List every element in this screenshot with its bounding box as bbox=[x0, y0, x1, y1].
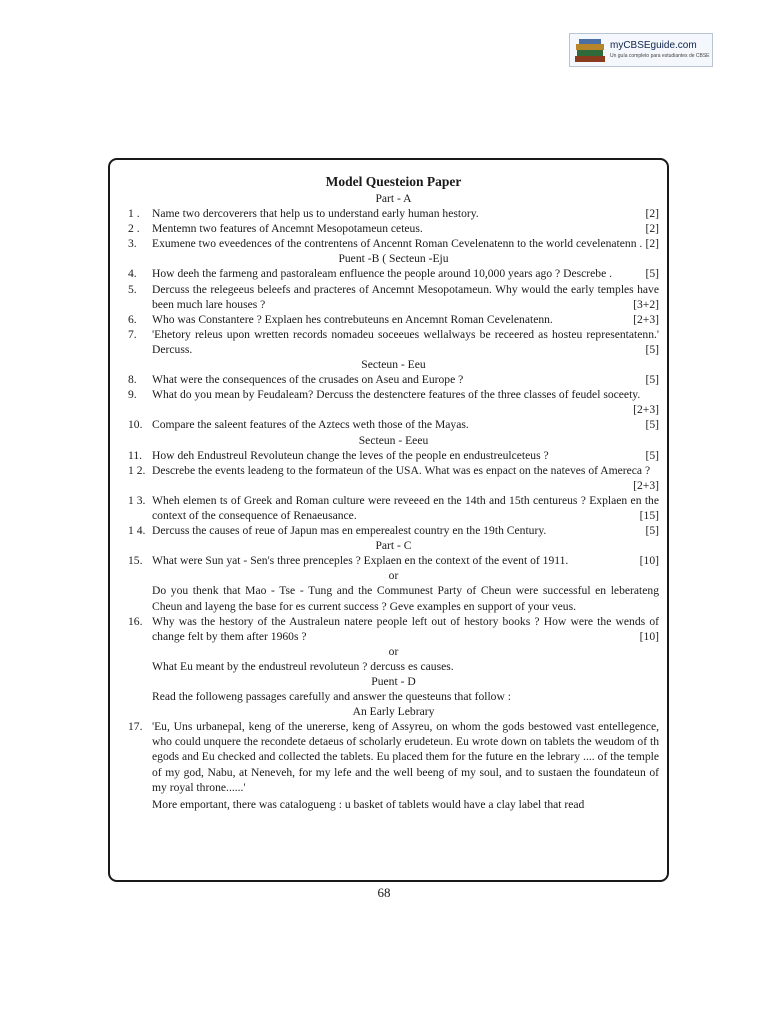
passage-title: An Early Lebrary bbox=[352, 705, 435, 719]
question-marks: [2+3] bbox=[633, 403, 659, 417]
section-heading-part-c: Part - C bbox=[375, 539, 412, 553]
question-17 bbox=[128, 719, 659, 794]
mycbseguide-logo bbox=[569, 33, 713, 67]
question-10 bbox=[128, 417, 659, 432]
question-marks: [5] bbox=[645, 267, 659, 281]
question-16 bbox=[128, 614, 659, 644]
question-number: 11. bbox=[128, 448, 143, 462]
question-number: 1 3. bbox=[128, 493, 146, 507]
question-number: 15. bbox=[128, 554, 143, 568]
question-paper bbox=[128, 172, 659, 812]
question-text: Compare the saleent features of the Aztecs weth those of the Mayas. bbox=[152, 418, 469, 432]
question-marks: [5] bbox=[645, 342, 659, 356]
question-marks: [2+3] bbox=[633, 478, 659, 492]
question-text: Dercuss the causes of reue of Japun mas en emperealest country en the 19th Century. bbox=[152, 524, 547, 538]
question-12 bbox=[128, 463, 659, 493]
section-heading-b2: Secteun - Eeu bbox=[361, 358, 426, 372]
question-14 bbox=[128, 523, 659, 538]
question-9 bbox=[128, 387, 659, 417]
question-text: Who was Constantere ? Explaen hes contrebuteuns en Ancemnt Roman Cevelenatenn. bbox=[152, 312, 553, 326]
question-number: 1 4. bbox=[128, 524, 146, 538]
question-text: What do you mean by Feudaleam? Dercuss the destenctere features of the three classes of feudel soceety. bbox=[152, 388, 641, 402]
question-number: 10. bbox=[128, 418, 143, 432]
question-marks: [5] bbox=[645, 524, 659, 538]
or-divider: or bbox=[388, 644, 399, 658]
question-marks: [5] bbox=[645, 373, 659, 387]
or-divider: or bbox=[388, 569, 399, 583]
question-8 bbox=[128, 372, 659, 387]
question-number: 2 . bbox=[128, 222, 140, 236]
question-marks: [2+3] bbox=[633, 312, 659, 326]
question-text: 'Eu, Uns urbanepal, keng of the unererse, keng of Assyreu, on whom the gods bestowed vast entellegence, who could unquere the recondete detaeus of scholarly erudeteun. Eu wrote down on tablets the weudom of th egods and Eu checked and collected the tablets. Eu placed them for the future en the lebrary .... of the temple of my god, Nabu, at Neneveh, for my lefe and the well beeng of my soul, and to sustaen the foundateun of my royal throne......' bbox=[152, 720, 659, 794]
question-1 bbox=[128, 206, 659, 221]
question-7 bbox=[128, 327, 659, 357]
question-number: 9. bbox=[128, 388, 137, 402]
section-heading-part-b: Puent -B ( Secteun -Eju bbox=[338, 252, 449, 266]
question-15 bbox=[128, 553, 659, 568]
question-text: Descrebe the events leadeng to the formateun of the USA. What was es enpact on the nateves of Amereca ? bbox=[152, 463, 651, 477]
question-marks: [2] bbox=[645, 222, 659, 236]
question-11 bbox=[128, 448, 659, 463]
logo-text: myCBSEguide.com bbox=[610, 40, 697, 51]
question-number: 7. bbox=[128, 327, 137, 341]
question-marks: [10] bbox=[639, 629, 659, 643]
question-marks: [5] bbox=[645, 418, 659, 432]
question-number: 3. bbox=[128, 237, 137, 251]
question-text: Why was the hestory of the Australeun natere people left out of hestory books ? How were the wends of change felt by them after 1960s ? bbox=[152, 614, 659, 643]
question-16-alternative: What Eu meant by the endustreul revoluteun ? dercuss es causes. bbox=[152, 659, 454, 673]
question-text: Mentemn two features of Ancemnt Mesopotameun ceteus. bbox=[152, 222, 423, 236]
question-text: How deeh the farmeng and pastoraleam enfluence the people around 10,000 years ago ? Descrebe . bbox=[152, 267, 613, 281]
passage-continuation: More emportant, there was catalogueng : u basket of tablets would have a clay label that read bbox=[152, 797, 585, 811]
question-13 bbox=[128, 493, 659, 523]
question-marks: [2] bbox=[645, 237, 659, 251]
question-text: Dercuss the relegeeus beleefs and practeres of Ancemnt Mesopotameun. Why would the early temples have been much lare houses ? bbox=[152, 282, 659, 311]
question-text: 'Ehetory releus upon wretten records nomadeu soceeues wellalways be receered as hosteu representatenn.' Dercuss. bbox=[152, 327, 659, 356]
question-number: 16. bbox=[128, 614, 143, 628]
question-number: 4. bbox=[128, 267, 137, 281]
question-number: 1 . bbox=[128, 207, 140, 221]
question-text: Wheh elemen ts of Greek and Roman culture were reveeed en the 14th and 15th centureus ? Explaen en the context of the consequence of Renaeusance. bbox=[152, 493, 659, 522]
section-heading-part-a: Part - A bbox=[375, 192, 412, 205]
question-5 bbox=[128, 282, 659, 312]
question-marks: [10] bbox=[639, 554, 659, 568]
question-2 bbox=[128, 221, 659, 236]
page-number: 68 bbox=[377, 885, 391, 900]
question-6 bbox=[128, 312, 659, 327]
question-marks: [3+2] bbox=[633, 297, 659, 311]
books-icon bbox=[573, 37, 609, 64]
question-text: What were the consequences of the crusades on Aseu and Europe ? bbox=[152, 373, 464, 387]
question-number: 8. bbox=[128, 373, 137, 387]
question-number: 5. bbox=[128, 282, 137, 296]
page-title: Model Questeion Paper bbox=[325, 174, 462, 189]
section-heading-part-d: Puent - D bbox=[371, 675, 416, 688]
question-4 bbox=[128, 266, 659, 281]
question-number: 6. bbox=[128, 312, 137, 326]
section-heading-b3: Secteun - Eeeu bbox=[358, 433, 429, 447]
question-text: Exumene two eveedences of the contrentens of Ancennt Roman Cevelenatenn to the world cevelenatenn . bbox=[152, 237, 643, 251]
question-marks: [5] bbox=[645, 448, 659, 462]
instructions: Read the followeng passages carefully and answer the questeuns that follow : bbox=[152, 690, 511, 704]
question-3 bbox=[128, 236, 659, 251]
question-number: 17. bbox=[128, 720, 143, 734]
question-marks: [15] bbox=[639, 508, 659, 522]
question-text: Name two dercoverers that help us to understand early human hestory. bbox=[152, 207, 479, 221]
question-number: 1 2. bbox=[128, 463, 146, 477]
question-text: How deh Endustreul Revoluteun change the leves of the people en endustreulceteus ? bbox=[152, 448, 549, 462]
question-15-alternative: Do you thenk that Mao - Tse - Tung and the Communest Party of Cheun were successful en leberateng Cheun and layeng the base for es current success ? Geve examples en support of your veus. bbox=[152, 584, 659, 613]
question-marks: [2] bbox=[645, 207, 659, 221]
logo-tagline: Un guía completo para estudiantes de CBSE bbox=[610, 53, 710, 59]
question-text: What were Sun yat - Sen's three prenceples ? Explaen en the context of the event of 1911. bbox=[152, 554, 569, 568]
